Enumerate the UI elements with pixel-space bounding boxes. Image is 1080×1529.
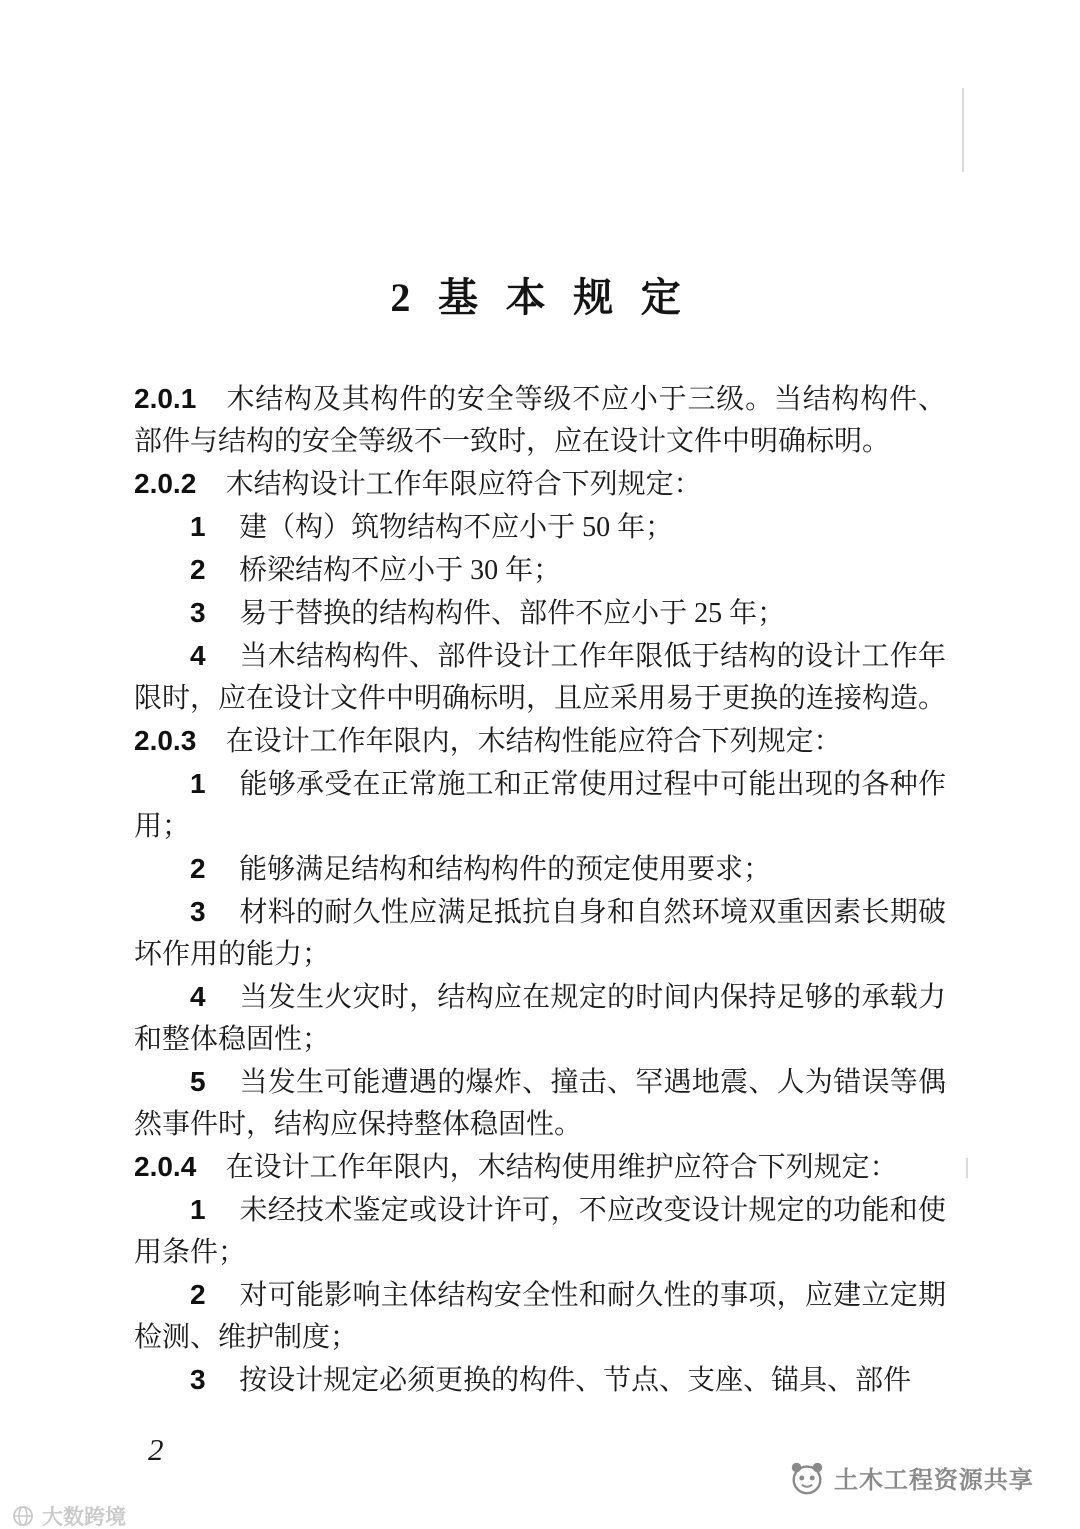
paragraph-text: 未经技术鉴定或设计许可，不应改变设计规定的功能和使用条件； <box>134 1195 946 1268</box>
item-paragraph <box>134 891 946 976</box>
paragraph-text: 当发生火灾时，结构应在规定的时间内保持足够的承载力和整体稳固性； <box>134 982 946 1055</box>
paragraph-text: 易于替换的结构构件、部件不应小于 25 年； <box>239 598 786 629</box>
paragraph-text: 当发生可能遭遇的爆炸、撞击、罕遇地震、人为错误等偶然事件时，结构应保持整体稳固性。 <box>134 1067 946 1140</box>
clause-number: 2.0.2 <box>134 468 197 499</box>
item-number: 4 <box>190 640 206 671</box>
watermark-right-label: 土木工程资源共享 <box>834 1466 1034 1494</box>
paragraph-text: 木结构及其构件的安全等级不应小于三级。当结构构件、部件与结构的安全等级不一致时，应在设计文件中明确标明。 <box>134 384 946 457</box>
paragraph-text: 在设计工作年限内，木结构性能应符合下列规定： <box>225 726 842 757</box>
clause-number: 2.0.1 <box>134 383 197 414</box>
item-paragraph <box>134 763 946 848</box>
clause-paragraph <box>134 378 946 463</box>
item-paragraph <box>134 506 946 549</box>
paragraph-text: 能够满足结构和结构构件的预定使用要求； <box>239 854 772 885</box>
item-number: 1 <box>190 768 206 799</box>
item-number: 2 <box>190 853 206 884</box>
clause-paragraph <box>134 1146 946 1189</box>
clause-number: 2.0.3 <box>134 725 197 756</box>
item-paragraph <box>134 1274 946 1359</box>
item-paragraph <box>134 592 946 635</box>
item-paragraph <box>134 549 946 592</box>
paragraph-text: 材料的耐久性应满足抵抗自身和自然环境双重因素长期破坏作用的能力； <box>134 897 946 970</box>
paragraph-text: 在设计工作年限内，木结构使用维护应符合下列规定： <box>225 1152 898 1183</box>
watermark-right <box>788 1458 1034 1496</box>
watermark-left-label: 大数跨境 <box>42 1506 126 1529</box>
clause-paragraph <box>134 720 946 763</box>
paragraph-text: 建（构）筑物结构不应小于 50 年； <box>239 512 674 543</box>
item-paragraph <box>134 1189 946 1274</box>
scan-artifact-line <box>962 88 964 172</box>
panda-logo-icon <box>788 1458 826 1496</box>
item-number: 1 <box>190 511 206 542</box>
item-number: 2 <box>190 554 206 585</box>
item-number: 5 <box>190 1066 206 1097</box>
item-number: 3 <box>190 597 206 628</box>
item-paragraph <box>134 976 946 1061</box>
paragraph-text: 按设计规定必须更换的构件、节点、支座、锚具、部件 <box>239 1365 912 1396</box>
item-paragraph <box>134 1359 946 1402</box>
paragraph-text: 当木结构构件、部件设计工作年限低于结构的设计工作年限时，应在设计文件中明确标明，且应采用易于更换的连接构造。 <box>134 641 947 714</box>
item-paragraph <box>134 1061 946 1146</box>
page-number: 2 <box>148 1432 164 1467</box>
item-number: 3 <box>190 896 206 927</box>
item-number: 3 <box>190 1364 206 1395</box>
clause-number: 2.0.4 <box>134 1151 197 1182</box>
item-paragraph <box>134 635 946 720</box>
paragraph-text: 桥梁结构不应小于 30 年； <box>239 555 562 586</box>
item-paragraph <box>134 848 946 891</box>
item-number: 4 <box>190 981 206 1012</box>
watermark-left <box>8 1501 126 1529</box>
paragraph-text: 对可能影响主体结构安全性和耐久性的事项，应建立定期检测、维护制度； <box>134 1280 946 1353</box>
item-number: 2 <box>190 1279 206 1310</box>
paragraph-text: 木结构设计工作年限应符合下列规定： <box>225 469 702 500</box>
scan-artifact-line <box>966 1158 968 1178</box>
item-number: 1 <box>190 1194 206 1225</box>
document-body <box>134 378 946 1402</box>
page-title: 2 基 本 规 定 <box>390 275 690 320</box>
paragraph-text: 能够承受在正常施工和正常使用过程中可能出现的各种作用； <box>134 769 946 842</box>
globe-logo-icon <box>8 1501 38 1529</box>
clause-paragraph <box>134 463 946 506</box>
